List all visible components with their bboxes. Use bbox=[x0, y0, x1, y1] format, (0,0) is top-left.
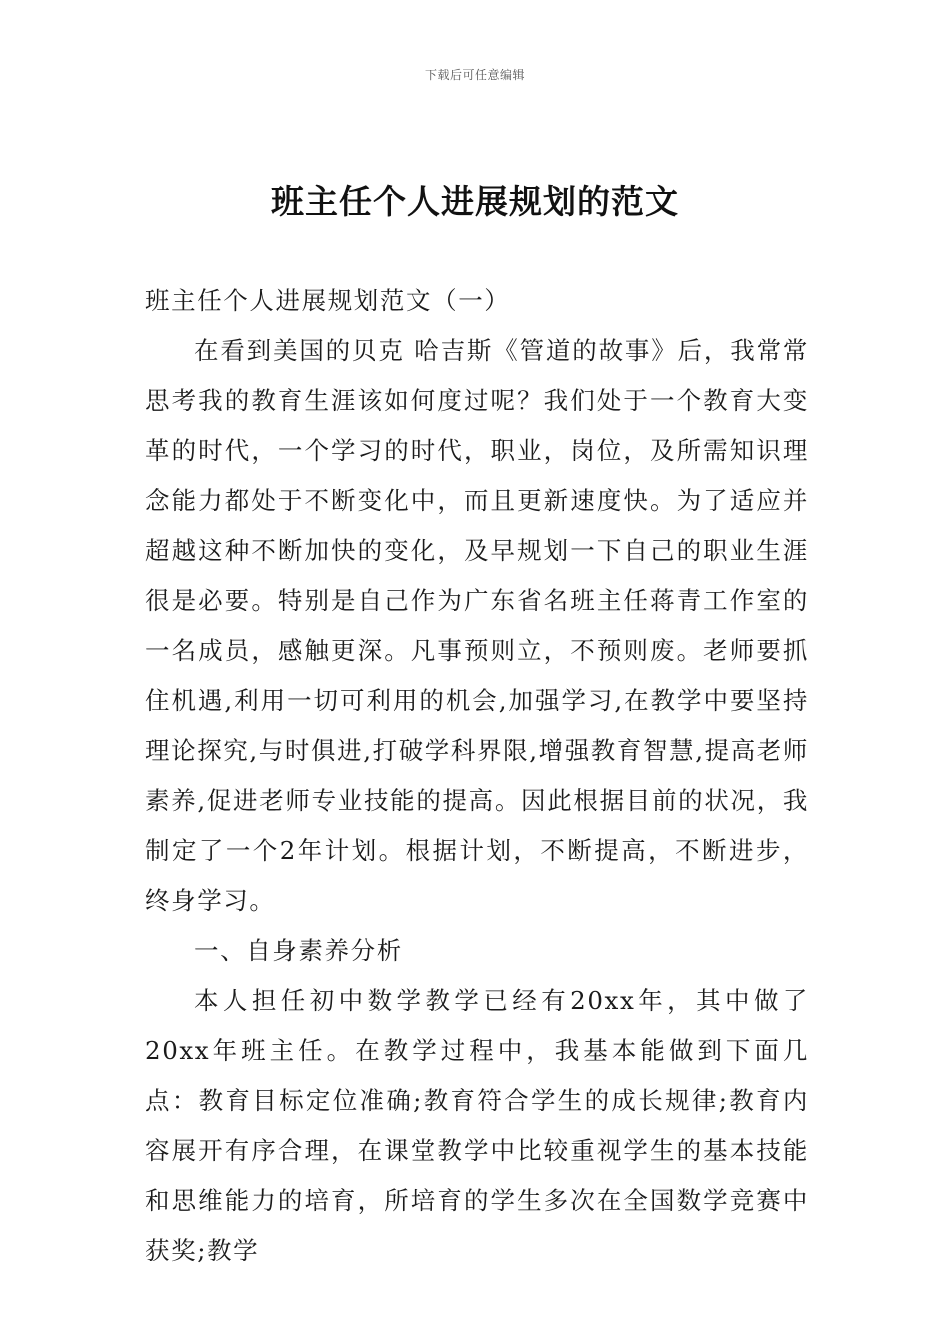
paragraph-self-analysis: 本人担任初中数学教学已经有20xx年，其中做了20xx年班主任。在教学过程中，我基本能做到下面几点：教育目标定位准确;教育符合学生的成长规律;教育内容展开有序合理，在课堂教学中比较重视学生的基本技能和思维能力的培育，所培育的学生多次在全国数学竞赛中获奖;教学 bbox=[145, 986, 809, 1265]
header-note: 下载后可任意编辑 bbox=[424, 68, 525, 82]
document-subtitle: 班主任个人进展规划范文（一） bbox=[145, 286, 511, 315]
document-title: 班主任个人进展规划的范文 bbox=[271, 182, 679, 221]
document-body bbox=[145, 276, 809, 1276]
section-heading-self-analysis: 一、自身素养分析 bbox=[194, 936, 403, 965]
paragraph-intro: 在看到美国的贝克 哈吉斯《管道的故事》后，我常常思考我的教育生涯该如何度过呢？我们处于一个教育大变革的时代，一个学习的时代，职业，岗位，及所需知识理念能力都处于不断变化中，而且更新速度快。为了适应并超越这种不断加快的变化，及早规划一下自己的职业生涯很是必要。特别是自己作为广东省名班主任蒋青工作室的一名成员，感触更深。凡事预则立，不预则废。老师要抓住机遇,利用一切可利用的机会,加强学习,在教学中要坚持理论探究,与时俱进,打破学科界限,增强教育智慧,提高老师素养,促进老师专业技能的提高。因此根据目前的状况，我制定了一个2年计划。根据计划，不断提高，不断进步，终身学习。 bbox=[145, 336, 809, 915]
